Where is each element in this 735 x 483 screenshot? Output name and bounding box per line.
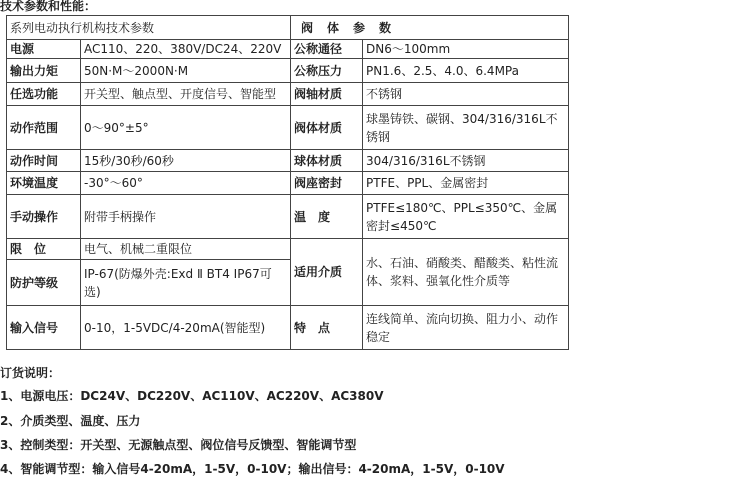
table-row <box>7 239 569 260</box>
row-label: 公称通径 <box>291 40 363 59</box>
row-value: 0～90°±5° <box>81 106 291 150</box>
row-label: 防护等级 <box>7 260 81 306</box>
row-value: 附带手柄操作 <box>81 195 291 239</box>
row-value: 0-10，1-5VDC/4-20mA(智能型) <box>81 306 291 350</box>
row-label: 环境温度 <box>7 172 81 195</box>
row-label: 公称压力 <box>291 59 363 83</box>
table-row <box>7 40 569 59</box>
row-value: 水、石油、硝酸类、醋酸类、粘性流体、浆料、强氧化性介质等 <box>363 239 569 306</box>
table-row <box>7 195 569 239</box>
actuator-params-header: 系列电动执行机构技术参数 <box>7 16 291 40</box>
row-value: 开关型、触点型、开度信号、智能型 <box>81 83 291 106</box>
row-label: 温 度 <box>291 195 363 239</box>
row-value: 不锈钢 <box>363 83 569 106</box>
row-value: 15秒/30秒/60秒 <box>81 150 291 172</box>
order-note-1: 1、电源电压：DC24V、DC220V、AC110V、AC220V、AC380V <box>0 389 384 403</box>
row-label: 阀轴材质 <box>291 83 363 106</box>
spec-table <box>6 15 569 350</box>
table-header-row <box>7 16 569 40</box>
row-label: 适用介质 <box>291 239 363 306</box>
row-label: 动作时间 <box>7 150 81 172</box>
section-heading: 技术参数和性能： <box>0 0 97 13</box>
valve-params-header: 阀体参数 <box>291 16 569 40</box>
order-note-4: 4、智能调节型：输入信号4-20mA，1-5V，0-10V；输出信号：4-20mA，1-5V，0-10V <box>0 462 505 476</box>
row-value: DN6～100mm <box>363 40 569 59</box>
row-label: 电源 <box>7 40 81 59</box>
row-label: 输入信号 <box>7 306 81 350</box>
row-label: 手动操作 <box>7 195 81 239</box>
row-value: AC110、220、380V/DC24、220V <box>81 40 291 59</box>
row-label: 特 点 <box>291 306 363 350</box>
table-row <box>7 172 569 195</box>
row-value: 球墨铸铁、碳钢、304/316/316L不锈钢 <box>363 106 569 150</box>
row-label: 输出力矩 <box>7 59 81 83</box>
row-value: PTFE≤180℃、PPL≤350℃、金属密封≤450℃ <box>363 195 569 239</box>
row-value: IP-67(防爆外壳:Exd Ⅱ BT4 IP67可选) <box>81 260 291 306</box>
row-label: 阀体材质 <box>291 106 363 150</box>
row-label: 任选功能 <box>7 83 81 106</box>
row-value: -30°～60° <box>81 172 291 195</box>
table-row <box>7 306 569 350</box>
row-value: 304/316/316L不锈钢 <box>363 150 569 172</box>
row-label: 限 位 <box>7 239 81 260</box>
row-value: 50N·M～2000N·M <box>81 59 291 83</box>
row-value: 电气、机械二重限位 <box>81 239 291 260</box>
order-notes-title: 订货说明： <box>0 366 61 380</box>
row-value: 连线简单、流向切换、阻力小、动作稳定 <box>363 306 569 350</box>
row-value: PN1.6、2.5、4.0、6.4MPa <box>363 59 569 83</box>
row-label: 动作范围 <box>7 106 81 150</box>
table-row <box>7 150 569 172</box>
table-row <box>7 106 569 150</box>
table-row <box>7 83 569 106</box>
row-label: 阀座密封 <box>291 172 363 195</box>
order-note-2: 2、介质类型、温度、压力 <box>0 414 141 428</box>
row-value: PTFE、PPL、金属密封 <box>363 172 569 195</box>
order-note-3: 3、控制类型：开关型、无源触点型、阀位信号反馈型、智能调节型 <box>0 438 357 452</box>
row-label: 球体材质 <box>291 150 363 172</box>
table-row <box>7 59 569 83</box>
